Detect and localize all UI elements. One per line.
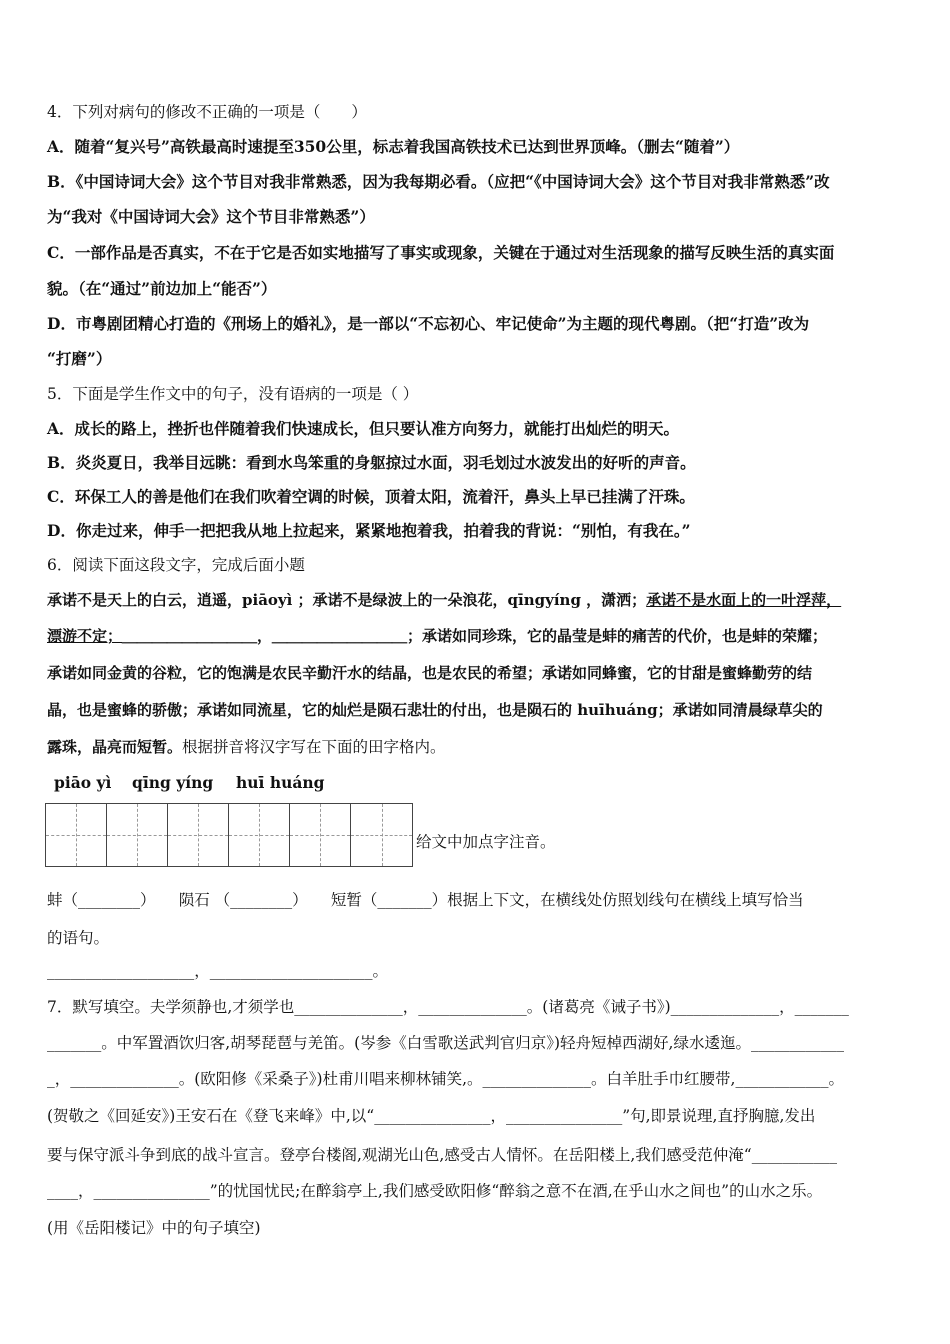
q6-response-line2: 的语句。 xyxy=(47,929,110,947)
q5-option-a: A．成长的路上，挫折也伴随着我们快速成长，但只要认准方向努力，就能打出灿烂的明天。 xyxy=(47,419,680,438)
tianzige-cell[interactable] xyxy=(46,804,107,866)
q6-passage-line2 xyxy=(47,626,827,646)
q6-underlined-sentence: 承诺不是水面上的一叶浮萍， xyxy=(646,591,842,609)
q7-line2: _______。中军置酒饮归客,胡琴琵琶与羌笛。(岑参《白雪歌送武判官归京》)轻舟短棹西湖好,绿水逶迤。____________ xyxy=(47,1034,844,1052)
q7-line5: 要与保守派斗争到底的战斗宣言。登亭台楼阁,观湖光山色,感受古人情怀。在岳阳楼上,我们感受范仲淹“___________ xyxy=(47,1146,837,1164)
q4-option-d-line2: “打磨”） xyxy=(47,349,112,368)
q4-option-c-line1: C．一部作品是否真实，不在于它是否如实地描写了事实或现象，关键在于通过对生活现象的描写反映生活的真实面 xyxy=(47,243,835,262)
q7-line4: (贺敬之《回延安》)王安石在《登飞来峰》中,以“_______________，_______________”句,即景说理,直抒胸臆,发出 xyxy=(47,1107,816,1125)
q4-option-b-line2: 为“我对《中国诗词大会》这个节目非常熟悉”） xyxy=(47,207,375,226)
q4-option-a: A．随着“复兴号”高铁最高时速提至350公里，标志着我国高铁技术已达到世界顶峰。（删去“随着”） xyxy=(47,137,740,156)
q6-annotation-instruction: 给文中加点字注音。 xyxy=(416,833,556,851)
q7-line7: (用《岳阳楼记》中的句子填空) xyxy=(47,1219,261,1237)
q6-response-line1: 蚌（________） 陨石 （________） 短暂（_______）根据上下文，在横线处仿照划线句在横线上填写恰当 xyxy=(47,891,804,909)
tianzige-cell[interactable] xyxy=(290,804,351,866)
q6-passage-line3: 承诺如同金黄的谷粒，它的饱满是农民辛勤汗水的结晶，也是农民的希望；承诺如同蜂蜜，它的甘甜是蜜蜂勤劳的结 xyxy=(47,664,813,682)
q6-passage-line1-text: 承诺不是天上的白云，逍遥，piāoyì ；承诺不是绿波上的一朵浪花，qīngyíng ，潇洒； xyxy=(47,591,647,609)
q7-line3: _，______________。(欧阳修《采桑子》)杜甫川唱来柳林铺笑,。______________。白羊肚手巾红腰带,____________。 xyxy=(47,1070,844,1088)
q4-option-b-line1: B．《中国诗词大会》这个节目对我非常熟悉，因为我每期必看。（应把“《中国诗词大会》这个节目对我非常熟悉”改 xyxy=(47,172,830,191)
q5-option-d: D．你走过来，伸手一把把我从地上拉起来，紧紧地抱着我，拍着我的背说：“别怕，有我在。” xyxy=(47,521,691,540)
tianzige-cell[interactable] xyxy=(168,804,229,866)
tianzige-grid xyxy=(45,803,413,867)
q6-passage-line2-text: ＿＿＿＿＿＿＿＿＿，＿＿＿＿＿＿＿＿＿；承诺如同珍珠，它的晶莹是蚌的痛苦的代价，也是蚌的荣耀； xyxy=(122,627,828,645)
pinyin-label-2: qīng yíng xyxy=(132,773,214,792)
q7-line6: ____，_______________”的忧国忧民;在醉翁亭上,我们感受欧阳修“醉翁之意不在酒,在乎山水之间也”的山水之乐。 xyxy=(47,1182,823,1200)
q5-option-b: B．炎炎夏日，我举目远眺：看到水鸟笨重的身躯掠过水面，羽毛划过水波发出的好听的声音。 xyxy=(47,453,696,472)
q6-passage-line5-text: 露珠，晶亮而短暂。 xyxy=(47,738,183,756)
q6-stem: 6．阅读下面这段文字，完成后面小题 xyxy=(47,556,305,574)
q6-passage-line1 xyxy=(47,590,841,610)
q5-option-c: C．环保工人的善是他们在我们吹着空调的时候，顶着太阳，流着汗，鼻头上早已挂满了汗珠。 xyxy=(47,487,695,506)
q4-stem: 4．下列对病句的修改不正确的一项是（ ） xyxy=(47,103,367,121)
q6-grid-instruction: 根据拼音将汉字写在下面的田字格内。 xyxy=(182,738,446,756)
q6-response-blanks: ___________________，_____________________。 xyxy=(47,962,389,980)
q6-passage-line5 xyxy=(47,737,446,757)
q6-passage-line4: 晶，也是蜜蜂的骄傲；承诺如同流星，它的灿烂是陨石悲壮的付出，也是陨石的 huīhuáng；承诺如同清晨绿草尖的 xyxy=(47,701,823,719)
tianzige-cell[interactable] xyxy=(351,804,412,866)
tianzige-cell[interactable] xyxy=(229,804,290,866)
pinyin-label-3: huī huáng xyxy=(236,773,325,792)
q4-option-d-line1: D．市粤剧团精心打造的《刑场上的婚礼》，是一部以“不忘初心、牢记使命”为主题的现代粤剧。（把“打造”改为 xyxy=(47,314,810,333)
q7-line1: 7．默写填空。夫学须静也,才须学也______________，______________。(诸葛亮《诫子书》)______________，_______ xyxy=(47,998,849,1016)
q5-stem: 5．下面是学生作文中的句子，没有语病的一项是（ ） xyxy=(47,385,419,403)
q6-underlined-sentence-end: 漂游不定； xyxy=(47,627,123,645)
tianzige-cell[interactable] xyxy=(107,804,168,866)
q4-option-c-line2: 貌。（在“通过”前边加上“能否”） xyxy=(47,279,277,298)
pinyin-label-1: piāo yì xyxy=(54,773,112,792)
